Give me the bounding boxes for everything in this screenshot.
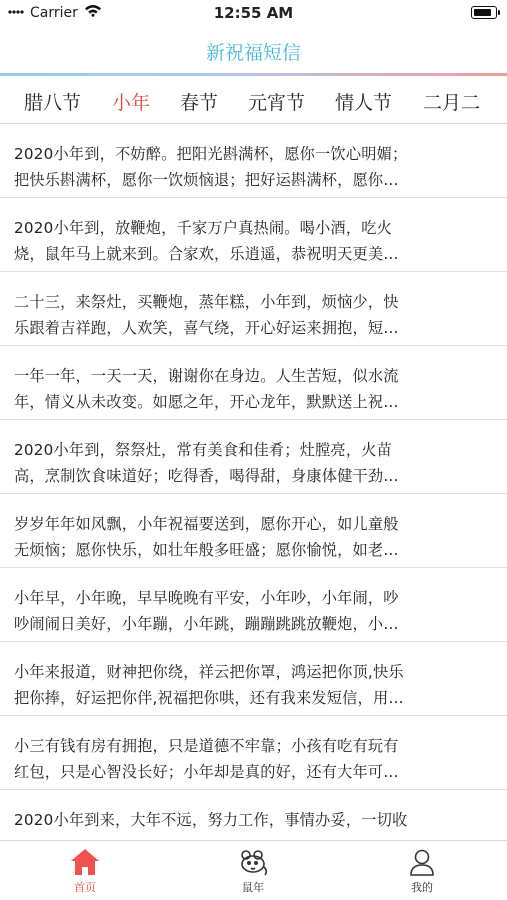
status-time: 12:55 AM bbox=[213, 4, 294, 22]
message-item[interactable] bbox=[0, 346, 507, 420]
page-title: 新祝福短信 bbox=[205, 42, 301, 64]
message-line: 2020小年到，放鞭炮，千家万户真热闹。喝小酒，吃火 bbox=[14, 219, 392, 237]
message-line: 烧，鼠年马上就来到。合家欢，乐逍遥，恭祝明天更美… bbox=[14, 245, 399, 263]
message-item[interactable] bbox=[0, 272, 507, 346]
tab-chunjie[interactable]: 春节 bbox=[180, 92, 219, 114]
message-line: 小年早，小年晚，早早晚晚有平安，小年吵，小年闹，吵 bbox=[14, 589, 399, 607]
message-text bbox=[14, 807, 494, 833]
message-text bbox=[14, 215, 494, 267]
tabbar-item-mine[interactable] bbox=[372, 847, 472, 895]
tab-yuanxiao[interactable]: 元宵节 bbox=[248, 92, 306, 114]
tab-laba[interactable]: 腊八节 bbox=[24, 92, 82, 114]
message-item[interactable] bbox=[0, 790, 507, 840]
carrier-label: Carrier bbox=[30, 4, 78, 21]
message-text bbox=[14, 141, 494, 193]
message-text bbox=[14, 511, 494, 563]
category-tabs bbox=[0, 78, 507, 124]
message-line: 把快乐斟满杯，愿你一饮烦恼退；把好运斟满杯，愿你… bbox=[14, 171, 399, 189]
message-line: 高，烹制饮食味道好；吃得香，喝得甜，身康体健干劲… bbox=[14, 467, 399, 485]
message-text bbox=[14, 363, 494, 415]
message-text bbox=[14, 659, 494, 711]
tabbar-item-home[interactable] bbox=[35, 847, 135, 895]
battery-icon bbox=[471, 6, 497, 19]
user-icon bbox=[406, 847, 438, 877]
home-icon bbox=[69, 847, 101, 877]
message-line: 年，情义从未改变。如愿之年，开心龙年，默默送上祝… bbox=[14, 393, 399, 411]
message-text bbox=[14, 437, 494, 489]
tabbar-label: 鼠年 bbox=[242, 881, 264, 894]
nav-divider bbox=[0, 73, 507, 76]
message-line: 2020小年到，祭祭灶，常有美食和佳肴；灶膛亮，火苗 bbox=[14, 441, 392, 459]
message-line: 红包，只是心智没长好；小年却是真的好，还有大年可… bbox=[14, 763, 399, 781]
message-text bbox=[14, 585, 494, 637]
tabbar-item-rat-year[interactable] bbox=[203, 847, 303, 895]
tab-qingren[interactable]: 情人节 bbox=[335, 92, 393, 114]
message-text bbox=[14, 289, 494, 341]
message-list bbox=[0, 124, 507, 840]
tab-xiaonian[interactable]: 小年 bbox=[112, 92, 151, 114]
message-line: 把你捧，好运把你伴,祝福把你哄，还有我来发短信，用… bbox=[14, 689, 404, 707]
message-text bbox=[14, 733, 494, 785]
message-line: 二十三，来祭灶，买鞭炮，蒸年糕，小年到，烦恼少，快 bbox=[14, 293, 399, 311]
message-item[interactable] bbox=[0, 420, 507, 494]
battery-level bbox=[474, 9, 491, 16]
nav-bar bbox=[0, 28, 507, 76]
tabbar-label: 我的 bbox=[411, 881, 433, 894]
message-item[interactable] bbox=[0, 568, 507, 642]
message-line: 2020小年到来，大年不远，努力工作，事情办妥，一切收 bbox=[14, 811, 408, 829]
message-item[interactable] bbox=[0, 124, 507, 198]
message-item[interactable] bbox=[0, 642, 507, 716]
message-line: 岁岁年年如风飘，小年祝福要送到，愿你开心，如儿童般 bbox=[14, 515, 399, 533]
tab-eryueer[interactable]: 二月二 bbox=[423, 92, 481, 114]
message-item[interactable] bbox=[0, 198, 507, 272]
status-bar bbox=[0, 0, 507, 28]
bottom-tab-bar bbox=[0, 840, 507, 900]
rat-icon bbox=[237, 847, 269, 877]
message-line: 2020小年到，不妨醉。把阳光斟满杯，愿你一饮心明媚； bbox=[14, 145, 408, 163]
message-item[interactable] bbox=[0, 716, 507, 790]
message-line: 无烦恼；愿你快乐，如壮年般多旺盛；愿你愉悦，如老… bbox=[14, 541, 399, 559]
message-line: 乐跟着吉祥跑，人欢笑，喜气绕，开心好运来拥抱，短… bbox=[14, 319, 399, 337]
message-line: 吵闹闹日美好，小年蹦，小年跳，蹦蹦跳跳放鞭炮，小… bbox=[14, 615, 399, 633]
tabbar-label: 首页 bbox=[74, 881, 96, 894]
message-line: 一年一年，一天一天，谢谢你在身边。人生苦短，似水流 bbox=[14, 367, 399, 385]
message-line: 小年来报道，财神把你绕，祥云把你罩，鸿运把你顶,快乐 bbox=[14, 663, 404, 681]
message-item[interactable] bbox=[0, 494, 507, 568]
message-line: 小三有钱有房有拥抱，只是道德不牢靠；小孩有吃有玩有 bbox=[14, 737, 399, 755]
